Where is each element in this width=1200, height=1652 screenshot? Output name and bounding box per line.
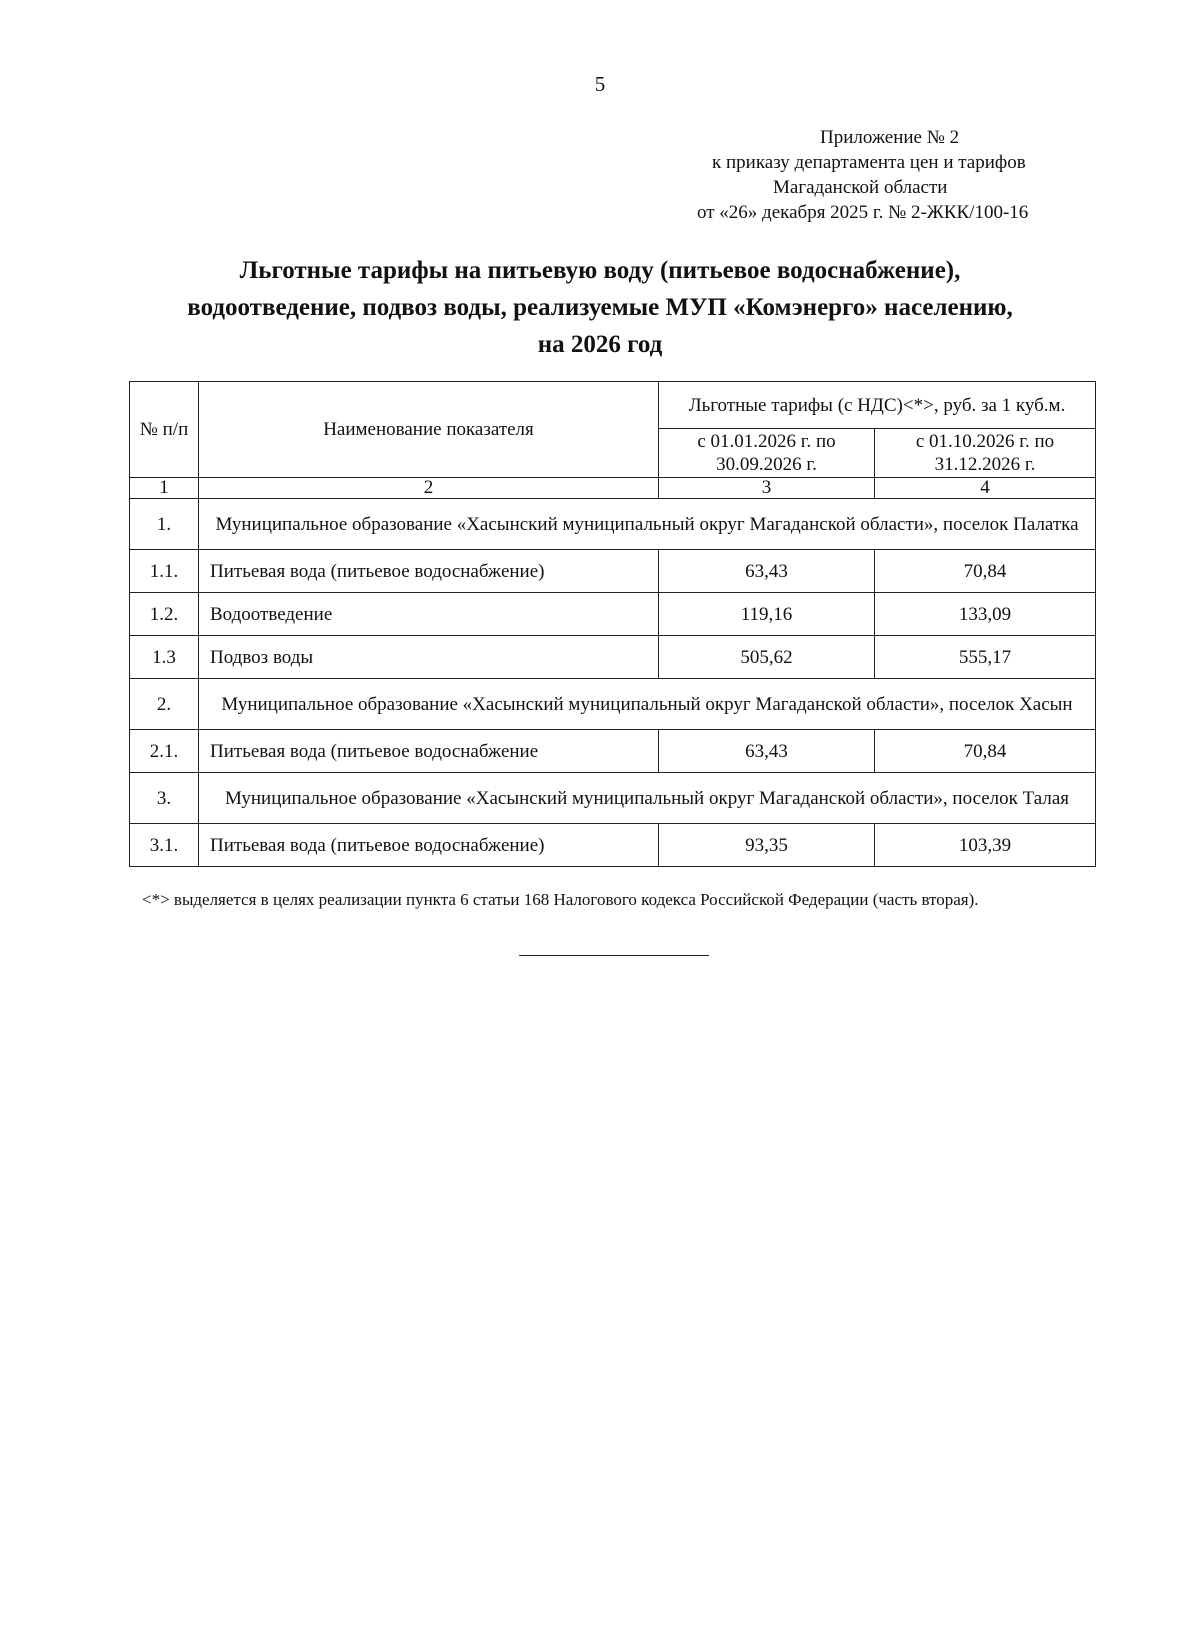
row-tariff-period-2: 70,84 [875, 730, 1096, 773]
row-name: Питьевая вода (питьевое водоснабжение [199, 730, 659, 773]
row-tariff-period-2: 103,39 [875, 824, 1096, 867]
column-number: 3 [659, 478, 875, 499]
row-number: 1.3 [130, 636, 199, 679]
section-number: 1. [130, 499, 199, 550]
column-number: 2 [199, 478, 659, 499]
column-number: 4 [875, 478, 1096, 499]
row-tariff-period-1: 63,43 [659, 730, 875, 773]
closing-rule [519, 955, 709, 956]
header-no: № п/п [130, 382, 199, 478]
title-line-3: на 2026 год [537, 331, 663, 358]
table-row [130, 593, 1096, 636]
row-number: 1.1. [130, 550, 199, 593]
section-number: 3. [130, 773, 199, 824]
footnote: <*> выделяется в целях реализации пункта 6 статьи 168 Налогового кодекса Российской Федерации (часть вторая). [142, 890, 979, 909]
title-line-1: Льготные тарифы на питьевую воду (питьевое водоснабжение), [239, 257, 961, 284]
header-row [130, 382, 1096, 429]
column-numbers-row [130, 478, 1096, 499]
row-tariff-period-1: 93,35 [659, 824, 875, 867]
row-name: Водоотведение [199, 593, 659, 636]
section-title: Муниципальное образование «Хасынский муниципальный округ Магаданской области», поселок Хасын [199, 679, 1096, 730]
header-period-1: с 01.01.2026 г. по 30.09.2026 г. [659, 429, 875, 478]
header-name: Наименование показателя [199, 382, 659, 478]
title-line-2: водоотведение, подвоз воды, реализуемые МУП «Комэнерго» населению, [187, 294, 1013, 321]
row-number: 2.1. [130, 730, 199, 773]
appendix-line-2: к приказу департамента цен и тарифов [712, 152, 1026, 173]
section-row [130, 499, 1096, 550]
row-tariff-period-2: 555,17 [875, 636, 1096, 679]
table-row [130, 636, 1096, 679]
appendix-line-4: от «26» декабря 2025 г. № 2-ЖКК/100-16 [697, 202, 1029, 223]
appendix-line-3: Магаданской области [773, 177, 948, 198]
row-number: 3.1. [130, 824, 199, 867]
row-name: Подвоз воды [199, 636, 659, 679]
table-row [130, 824, 1096, 867]
column-number: 1 [130, 478, 199, 499]
document-title [100, 252, 1100, 363]
row-tariff-period-2: 70,84 [875, 550, 1096, 593]
table-row [130, 730, 1096, 773]
header-period-2: с 01.10.2026 г. по 31.12.2026 г. [875, 429, 1096, 478]
row-name: Питьевая вода (питьевое водоснабжение) [199, 824, 659, 867]
section-number: 2. [130, 679, 199, 730]
row-tariff-period-1: 119,16 [659, 593, 875, 636]
table-row [130, 550, 1096, 593]
row-tariff-period-1: 63,43 [659, 550, 875, 593]
section-title: Муниципальное образование «Хасынский муниципальный округ Магаданской области», поселок Палатка [199, 499, 1096, 550]
tariffs-table-body [130, 382, 1096, 867]
section-row [130, 679, 1096, 730]
row-tariff-period-1: 505,62 [659, 636, 875, 679]
section-title: Муниципальное образование «Хасынский муниципальный округ Магаданской области», поселок Талая [199, 773, 1096, 824]
row-name: Питьевая вода (питьевое водоснабжение) [199, 550, 659, 593]
row-tariff-period-2: 133,09 [875, 593, 1096, 636]
section-row [130, 773, 1096, 824]
appendix-line-1: Приложение № 2 [820, 127, 960, 148]
page-number: 5 [594, 72, 606, 96]
tariffs-table [129, 381, 1096, 867]
header-tariffs: Льготные тарифы (с НДС)<*>, руб. за 1 куб.м. [659, 382, 1096, 429]
row-number: 1.2. [130, 593, 199, 636]
